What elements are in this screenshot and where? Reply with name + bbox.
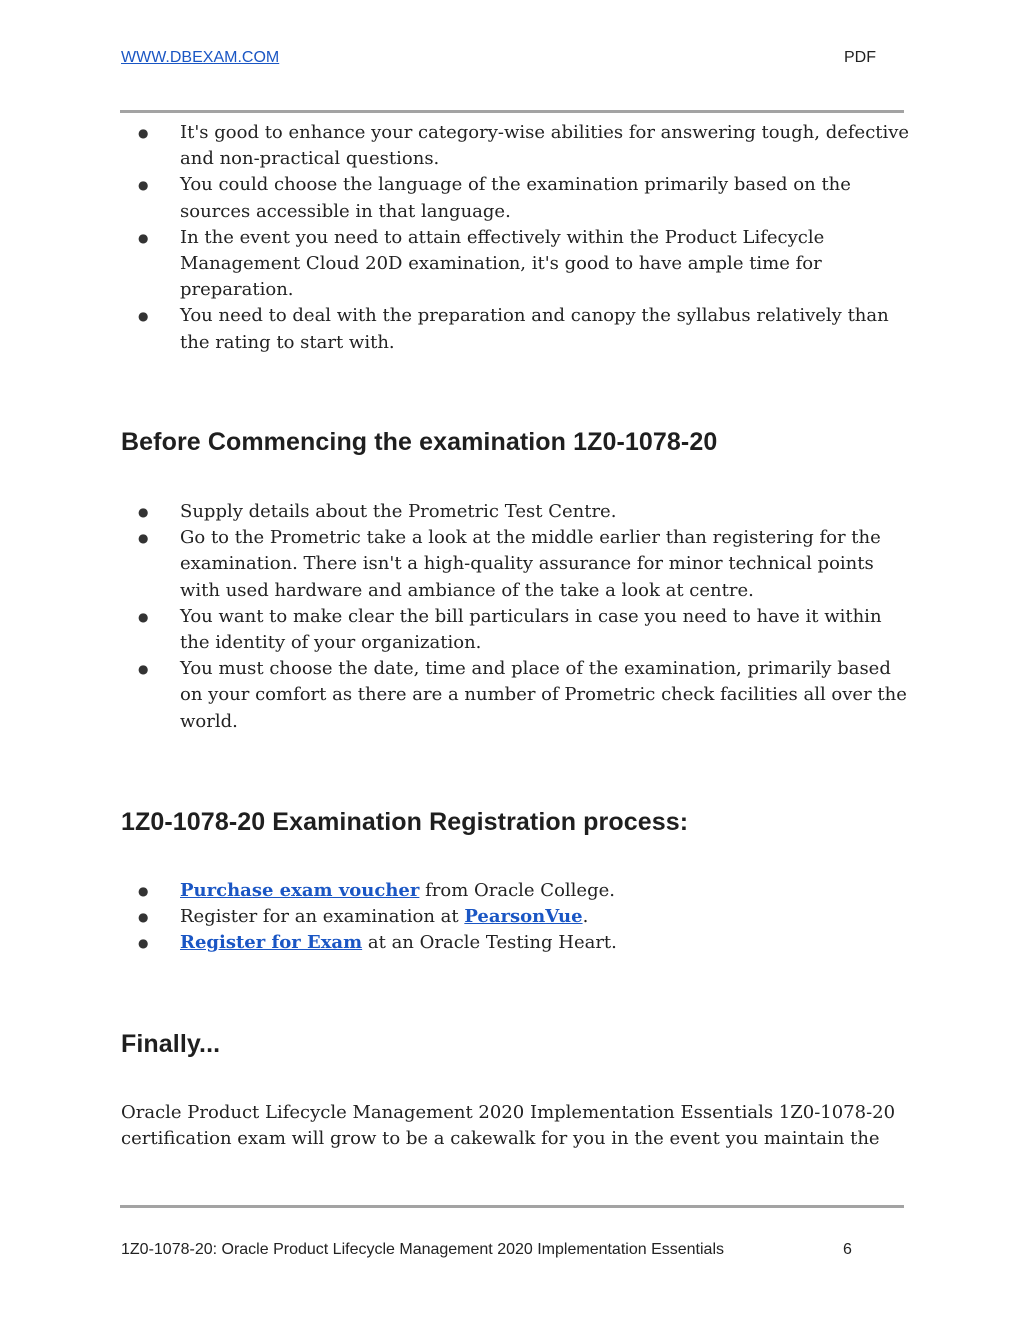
- list-item: [121, 878, 911, 904]
- list-item: ● Go to the Prometric take a look at the middle earlier than registering for the examination. There isn't a high-quality assurance for minor technical points with used hardware and ambiance of the take a look at centre.: [121, 525, 911, 604]
- list-item: [121, 930, 911, 956]
- list-item-text: from Oracle College.: [419, 880, 615, 901]
- before-bullet-list: [121, 499, 911, 735]
- list-item-text: .: [582, 906, 589, 928]
- list-item: ● In the event you need to attain effectively within the Product Lifecycle Management Cloud 20D examination, it's good to have ample time for preparation.: [121, 225, 911, 304]
- header-divider: [120, 110, 904, 113]
- intro-bullet-list: [121, 120, 911, 356]
- list-item: ● You must choose the date, time and place of the examination, primarily based on your comfort as there are a number of Prometric check facilities all over the world.: [121, 656, 911, 735]
- list-item: ● It's good to enhance your category-wise abilities for answering tough, defective and non-practical questions.: [121, 120, 911, 172]
- list-item: [121, 904, 911, 930]
- pearsonvue-link[interactable]: PearsonVue: [464, 906, 583, 928]
- section-heading-finally: Finally...: [121, 1030, 221, 1058]
- register-exam-link[interactable]: Register for Exam: [180, 932, 363, 954]
- registration-bullet-list: [121, 878, 911, 957]
- list-item: ● Supply details about the Prometric Test Centre.: [121, 499, 911, 525]
- page-number: 6: [843, 1241, 852, 1258]
- list-item: ● You need to deal with the preparation and canopy the syllabus relatively than the rating to start with.: [121, 303, 911, 355]
- section-heading-before: Before Commencing the examination 1Z0-1078-20: [121, 428, 718, 456]
- list-item-text: at an Oracle Testing Heart.: [362, 932, 617, 954]
- site-link[interactable]: WWW.DBEXAM.COM: [121, 49, 280, 66]
- list-item-text: Register for an examination at: [180, 906, 465, 928]
- pdf-label: PDF: [844, 49, 876, 66]
- list-item: ● You could choose the language of the examination primarily based on the sources accessible in that language.: [121, 172, 911, 224]
- list-item: ● You want to make clear the bill particulars in case you need to have it within the identity of your organization.: [121, 604, 911, 656]
- section-heading-registration: 1Z0-1078-20 Examination Registration process:: [121, 808, 689, 836]
- purchase-voucher-link[interactable]: Purchase exam voucher: [180, 880, 420, 901]
- closing-paragraph: Oracle Product Lifecycle Management 2020 Implementation Essentials 1Z0-1078-20 certification exam will grow to be a cakewalk for you in the event you maintain the: [121, 1102, 896, 1150]
- footer-title: 1Z0-1078-20: Oracle Product Lifecycle Management 2020 Implementation Essentials: [121, 1241, 724, 1258]
- footer-divider: [120, 1205, 904, 1208]
